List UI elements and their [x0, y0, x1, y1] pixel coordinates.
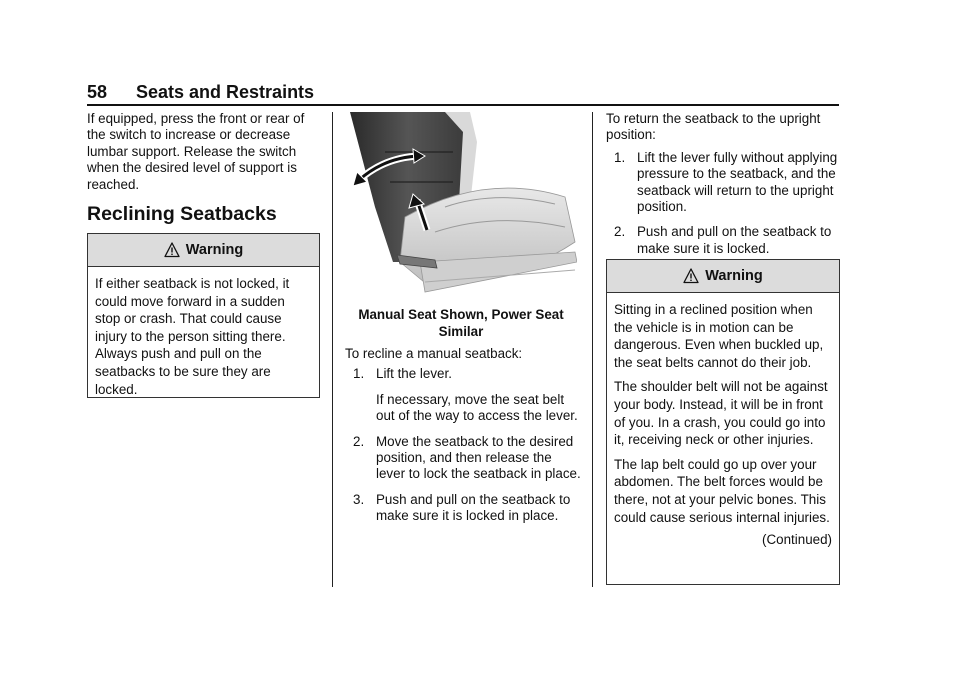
seat-illustration	[345, 112, 577, 300]
step-text: Push and pull on the seatback to make sure it is locked in place.	[376, 491, 571, 524]
warning-triangle-icon	[683, 268, 699, 284]
warning-body	[607, 293, 839, 555]
section-title: Seats and Restraints	[136, 82, 315, 102]
page-number: 58	[87, 82, 108, 102]
warning-box-2	[606, 259, 840, 585]
recline-step-1	[345, 366, 581, 424]
step-number: 1.	[353, 366, 365, 382]
reclining-heading: Reclining Seatbacks	[87, 203, 277, 225]
header-rule	[87, 104, 839, 106]
continued-label: (Continued)	[762, 532, 832, 548]
recline-intro: To recline a manual seatback:	[345, 346, 523, 361]
step-text: Move the seatback to the desired position, and then release the lever to lock the seatback in place.	[376, 433, 581, 482]
warning-text: If either seatback is not locked, it could move forward in a sudden stop or crash. That could cause injury to the person sitting there. Always push and pull on the seatbacks to be sure they are locked.	[95, 276, 290, 397]
step-number: 3.	[353, 491, 365, 507]
column-divider-1	[332, 112, 333, 587]
step-number: 2.	[353, 433, 365, 449]
warning-triangle-icon	[164, 242, 180, 258]
page-header	[87, 82, 839, 104]
figure-caption: Manual Seat Shown, Power Seat Similar	[358, 307, 564, 339]
warning-box-1	[87, 233, 320, 398]
warning-paragraph-1: Sitting in a reclined position when the vehicle is in motion can be dangerous. Even when buckled up, the seat belts cannot do their job.	[614, 302, 824, 370]
warning-header	[607, 260, 839, 293]
upright-step-1	[606, 150, 842, 216]
recline-step-3	[345, 492, 581, 525]
upright-intro: To return the seatback to the upright position:	[606, 111, 821, 143]
warning-title: Warning	[185, 242, 244, 258]
recline-step-2	[345, 434, 581, 483]
step-text: Lift the lever fully without applying pressure to the seatback, and the seatback will return to the upright position.	[637, 149, 838, 215]
recline-steps	[345, 346, 581, 534]
warning-paragraph-3: The lap belt could go up over your abdomen. The belt forces would be there, not at your pelvic bones. This could cause serious internal injuries.	[614, 456, 830, 525]
step-text: Push and pull on the seatback to make sure it is locked.	[637, 224, 832, 256]
step-number: 1.	[614, 149, 626, 165]
warning-paragraph-2: The shoulder belt will not be against your body. Instead, it will be in front of you. In a crash, you could go into it, receiving neck or other injuries.	[614, 379, 828, 448]
lumbar-text: If equipped, press the front or rear of the switch to increase or decrease lumbar support. Release the switch when the desired level of support is reached.	[87, 111, 305, 192]
step-number: 2.	[614, 224, 626, 240]
warning-header	[88, 234, 319, 267]
step-text: Lift the lever.	[376, 366, 452, 382]
lumbar-paragraph	[87, 111, 319, 193]
step-subtext: If necessary, move the seat belt out of the way to access the lever.	[376, 391, 578, 424]
warning-body	[88, 267, 319, 411]
upright-step-2	[606, 224, 842, 257]
upright-steps	[606, 111, 842, 266]
column-divider-2	[592, 112, 593, 587]
warning-title: Warning	[705, 268, 763, 284]
